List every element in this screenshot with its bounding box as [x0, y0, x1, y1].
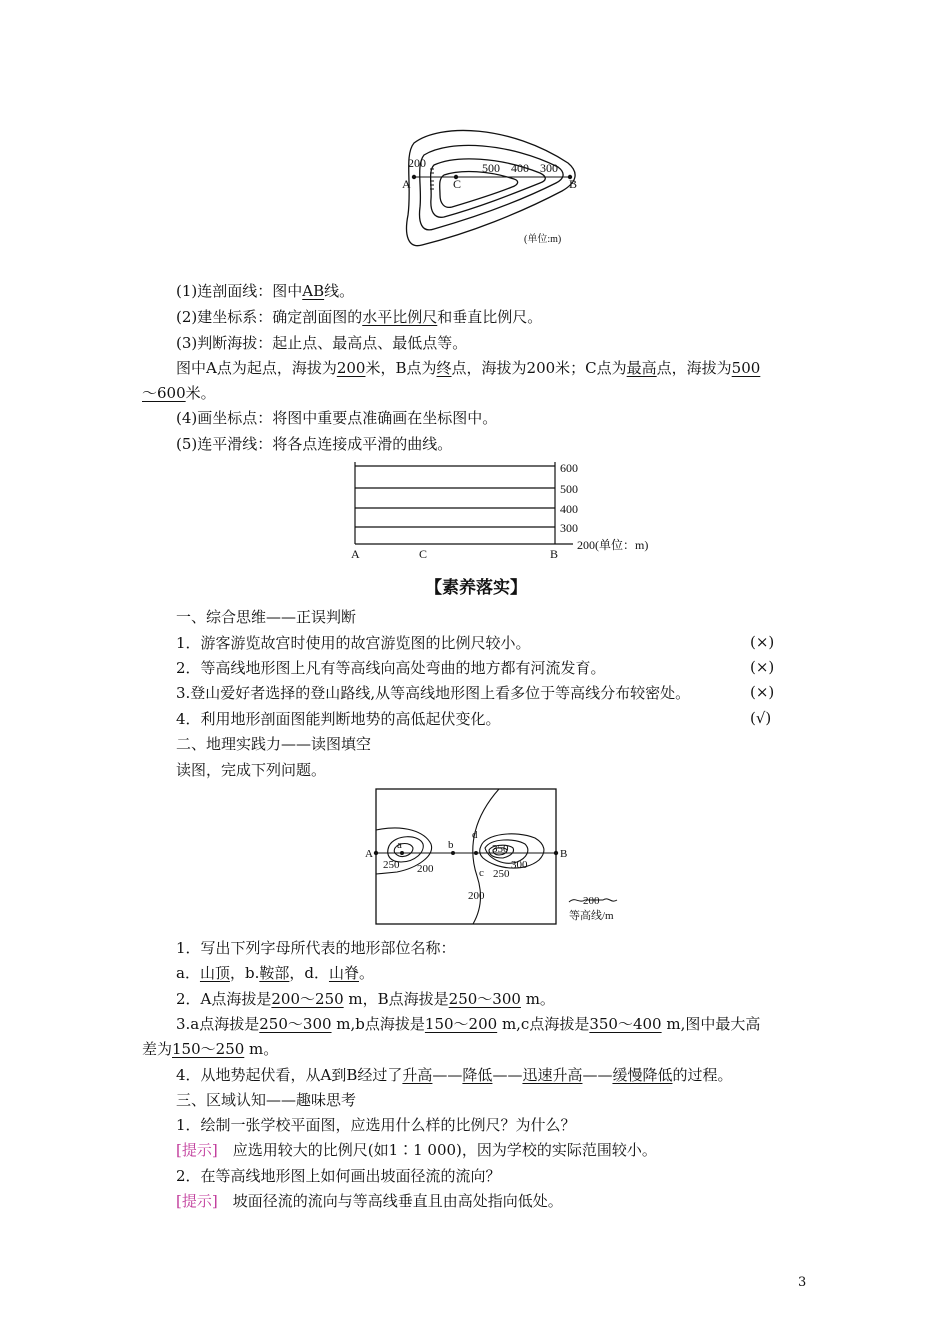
step-3-detail-cont: ～600米。	[142, 384, 216, 402]
y-label: 500	[560, 482, 578, 496]
point-label-c: c	[479, 867, 484, 879]
contour-label: 300	[511, 859, 528, 871]
point-label-d: d	[472, 829, 478, 841]
contour-label: 250	[383, 859, 400, 871]
judge-mark-3: (×)	[750, 683, 775, 701]
page-number: 3	[798, 1275, 807, 1290]
contour-label: 200	[408, 156, 426, 170]
contour-map-figure-1	[400, 125, 590, 250]
judge-mark-1: (×)	[750, 633, 775, 651]
x-label-b: B	[550, 547, 559, 561]
q3-cont: 差为150～250 m。	[142, 1040, 279, 1058]
point-label-a: A	[402, 177, 411, 191]
judge-mark-2: (×)	[750, 658, 775, 676]
point-label-b: b	[448, 839, 454, 851]
part2-heading: 二、地理实践力——读图填空	[176, 735, 372, 753]
hint-label: [提示]	[176, 1192, 218, 1210]
judge-item-3: 3.登山爱好者选择的登山路线,从等高线地形图上看多位于等高线分布较密处。	[176, 684, 691, 702]
y-label: 600	[560, 461, 578, 475]
step-5: (5)连平滑线：将各点连接成平滑的曲线。	[176, 435, 453, 453]
q2: 2．A点海拔是200～250 m，B点海拔是250～300 m。	[176, 990, 555, 1008]
part3-a1: [提示] 应选用较大的比例尺(如1∶1 000)，因为学校的实际范围较小。	[176, 1141, 657, 1159]
base-label: 200(单位：m)	[577, 538, 649, 552]
hint-label: [提示]	[176, 1141, 218, 1159]
judge-item-1: 1．游客游览故宫时使用的故宫游览图的比例尺较小。	[176, 634, 531, 652]
x-label-c: C	[419, 547, 428, 561]
point-label-a-end: A	[365, 848, 373, 860]
step-3: (3)判断海拔：起止点、最高点、最低点等。	[176, 334, 468, 352]
step-2: (2)建坐标系：确定剖面图的水平比例尺和垂直比例尺。	[176, 308, 543, 326]
q1: 1．写出下列字母所代表的地形部位名称：	[176, 939, 456, 957]
point-label-a: a	[397, 839, 402, 851]
contour-label: 200	[417, 863, 434, 875]
section-title: 【素养落实】	[425, 578, 527, 598]
q1-answer: a．山顶，b.鞍部，d．山脊。	[176, 964, 374, 982]
part2-intro: 读图，完成下列问题。	[176, 761, 327, 779]
step-3-detail: 图中A点为起点，海拔为200米，B点为终点，海拔为200米；C点为最高点，海拔为500	[176, 359, 761, 377]
contour-label: 300	[540, 161, 558, 175]
step-1: (1)连剖面线：图中AB线。	[176, 282, 355, 300]
contour-label: 500	[482, 161, 500, 175]
contour-label: 250	[493, 868, 510, 880]
part1-heading: 一、综合思维——正误判断	[176, 608, 357, 626]
contour-label: 350	[492, 843, 509, 855]
part3-a2: [提示] 坡面径流的流向与等高线垂直且由高处指向低处。	[176, 1192, 563, 1210]
judge-item-2: 2．等高线地形图上凡有等高线向高处弯曲的地方都有河流发育。	[176, 659, 606, 677]
x-label-a: A	[351, 547, 360, 561]
part3-q2: 2．在等高线地形图上如何画出坡面径流的流向？	[176, 1167, 501, 1185]
y-label: 400	[560, 502, 578, 516]
point-label-b-end: B	[560, 848, 568, 860]
contour-label: 200	[468, 890, 485, 902]
point-label-c: C	[453, 177, 462, 191]
judge-mark-4: (√)	[750, 709, 772, 727]
profile-grid-figure-2	[345, 458, 665, 563]
judge-item-4: 4．利用地形剖面图能判断地势的高低起伏变化。	[176, 710, 501, 728]
legend-text: 等高线/m	[569, 910, 614, 922]
legend-value: 200	[583, 895, 600, 907]
part3-heading: 三、区域认知——趣味思考	[176, 1091, 357, 1109]
point-label-b: B	[569, 177, 578, 191]
contour-map-figure-3	[365, 786, 650, 928]
unit-label: (单位:m)	[524, 234, 562, 245]
contour-label: 400	[511, 161, 529, 175]
q3: 3.a点海拔是250～300 m,b点海拔是150～200 m,c点海拔是350～400 m,图中最大高	[176, 1015, 761, 1033]
part3-q1: 1．绘制一张学校平面图，应选用什么样的比例尺？为什么？	[176, 1116, 576, 1134]
y-label: 300	[560, 521, 578, 535]
step-4: (4)画坐标点：将图中重要点准确画在坐标图中。	[176, 409, 498, 427]
q4: 4．从地势起伏看，从A到B经过了升高——降低——迅速升高——缓慢降低的过程。	[176, 1066, 733, 1084]
